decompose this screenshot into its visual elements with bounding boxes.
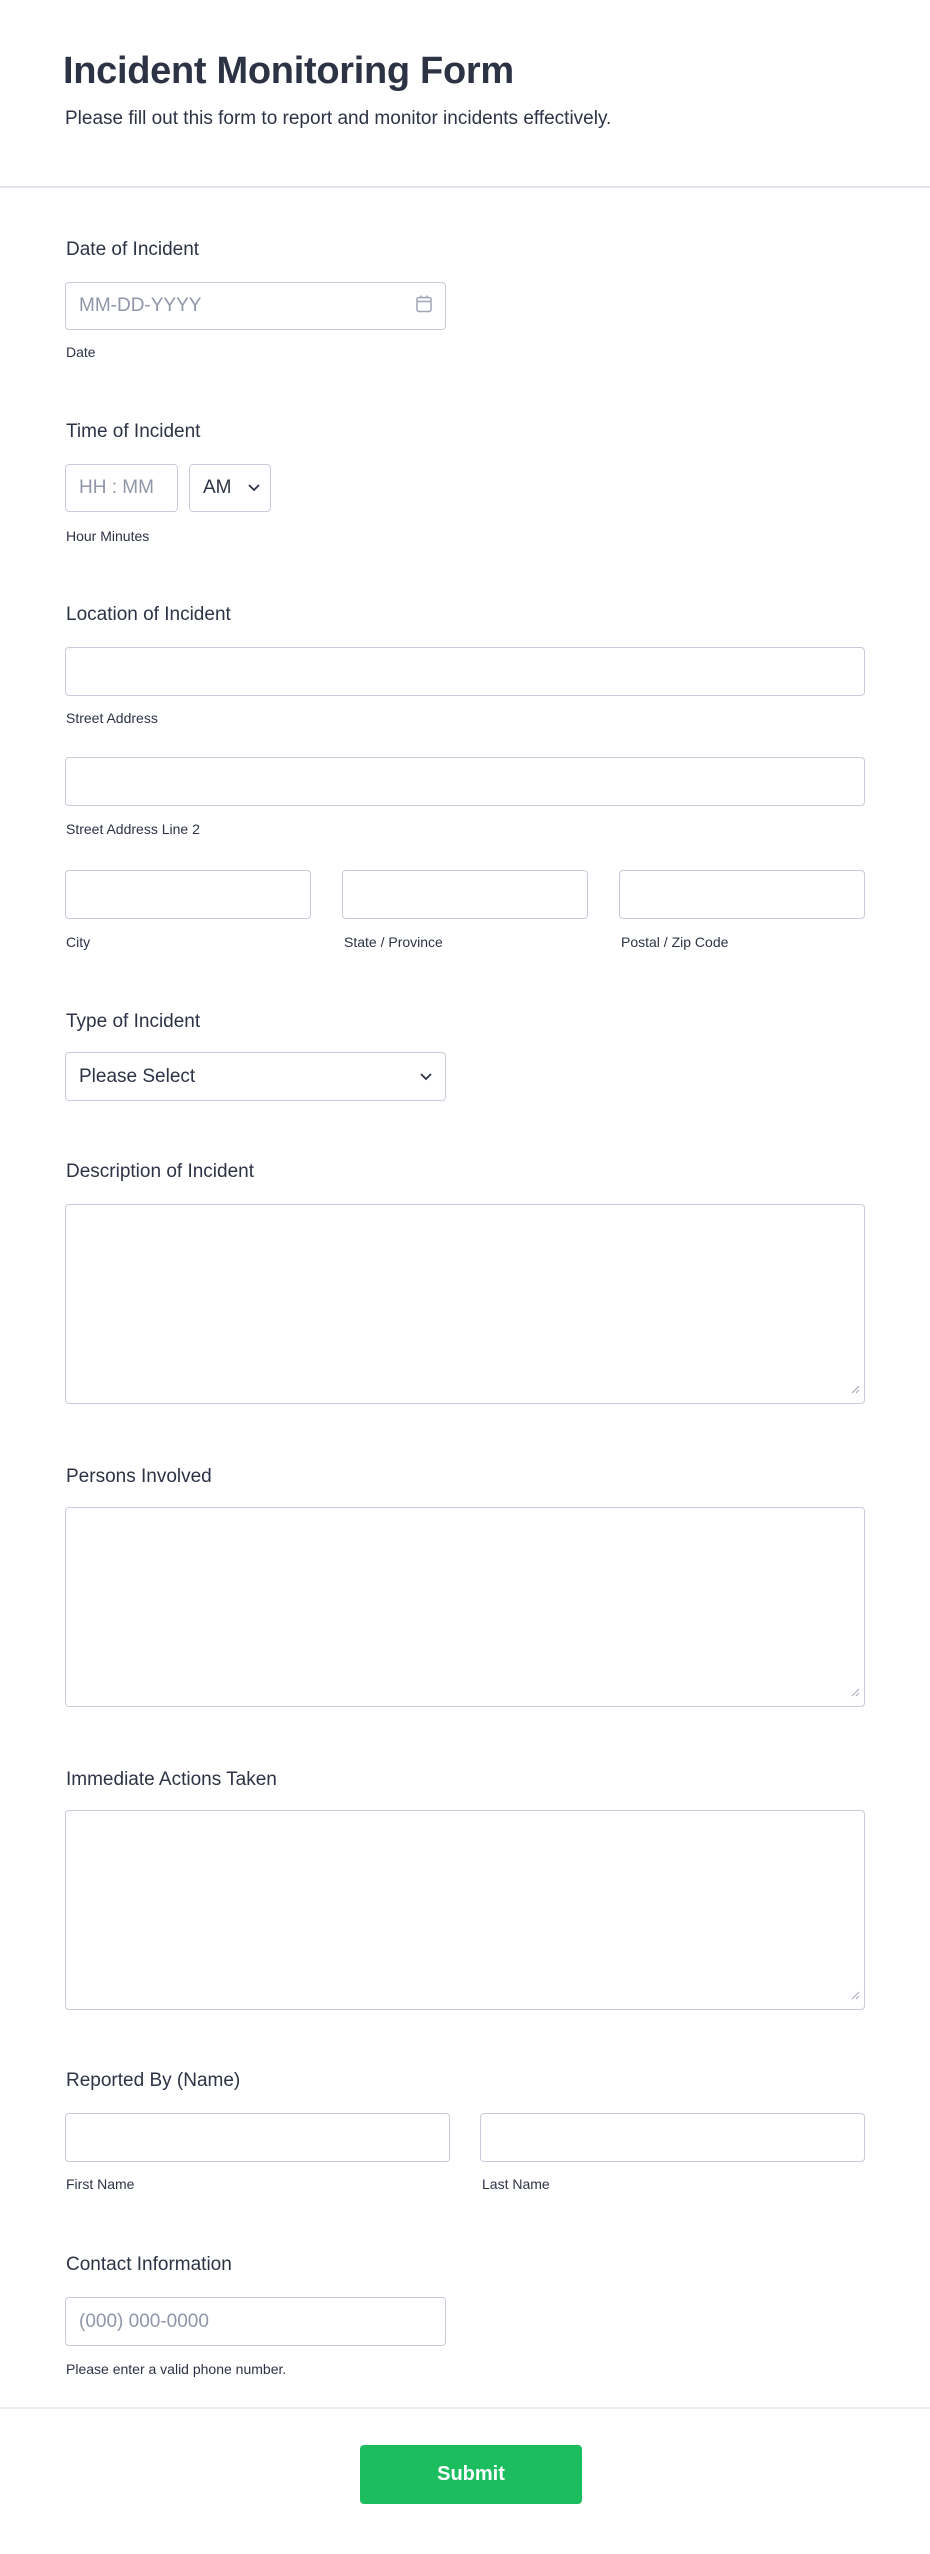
footer-divider — [0, 2407, 930, 2409]
first-name-input[interactable] — [65, 2113, 450, 2162]
zip-input[interactable] — [619, 870, 865, 919]
description-textarea[interactable] — [65, 1204, 865, 1404]
page-title: Incident Monitoring Form — [63, 50, 514, 92]
chevron-down-icon — [420, 1068, 432, 1086]
page-subtitle: Please fill out this form to report and monitor incidents effectively. — [65, 108, 612, 129]
ampm-select[interactable] — [189, 464, 271, 512]
first-name-sublabel: First Name — [66, 2176, 135, 2192]
actions-textarea[interactable] — [65, 1810, 865, 2010]
street-address-line2-input[interactable] — [65, 757, 865, 806]
persons-label: Persons Involved — [66, 1466, 212, 1487]
submit-button[interactable]: Submit — [360, 2445, 582, 2504]
location-label: Location of Incident — [66, 604, 231, 625]
street-address-sublabel: Street Address — [66, 710, 158, 726]
resize-handle-icon[interactable] — [851, 1381, 860, 1399]
zip-sublabel: Postal / Zip Code — [621, 934, 729, 950]
phone-input[interactable] — [65, 2297, 446, 2346]
date-label: Date of Incident — [66, 239, 200, 260]
state-input[interactable] — [342, 870, 588, 919]
phone-helper: Please enter a valid phone number. — [66, 2361, 287, 2377]
date-sublabel: Date — [66, 344, 96, 360]
type-label: Type of Incident — [66, 1011, 201, 1032]
phone-placeholder: (000) 000-0000 — [79, 2310, 209, 2332]
actions-label: Immediate Actions Taken — [66, 1769, 277, 1790]
last-name-sublabel: Last Name — [482, 2176, 550, 2192]
chevron-down-icon — [248, 479, 260, 497]
persons-textarea[interactable] — [65, 1507, 865, 1707]
time-input[interactable] — [65, 464, 178, 512]
time-placeholder: HH : MM — [79, 477, 154, 498]
calendar-icon[interactable] — [415, 294, 433, 319]
date-placeholder: MM-DD-YYYY — [79, 295, 202, 316]
time-label: Time of Incident — [66, 421, 201, 442]
header-divider — [0, 186, 930, 188]
contact-label: Contact Information — [66, 2254, 232, 2275]
last-name-input[interactable] — [480, 2113, 865, 2162]
description-label: Description of Incident — [66, 1161, 254, 1182]
date-input[interactable] — [65, 282, 446, 330]
ampm-value: AM — [203, 477, 232, 498]
city-sublabel: City — [66, 934, 91, 950]
type-selected: Please Select — [79, 1065, 196, 1087]
street-address-line2-sublabel: Street Address Line 2 — [66, 821, 200, 837]
reporter-label: Reported By (Name) — [66, 2070, 241, 2091]
state-sublabel: State / Province — [344, 934, 443, 950]
resize-handle-icon[interactable] — [851, 1684, 860, 1702]
street-address-input[interactable] — [65, 647, 865, 696]
resize-handle-icon[interactable] — [851, 1987, 860, 2005]
type-select[interactable] — [65, 1052, 446, 1101]
time-sublabel: Hour Minutes — [66, 528, 150, 544]
city-input[interactable] — [65, 870, 311, 919]
